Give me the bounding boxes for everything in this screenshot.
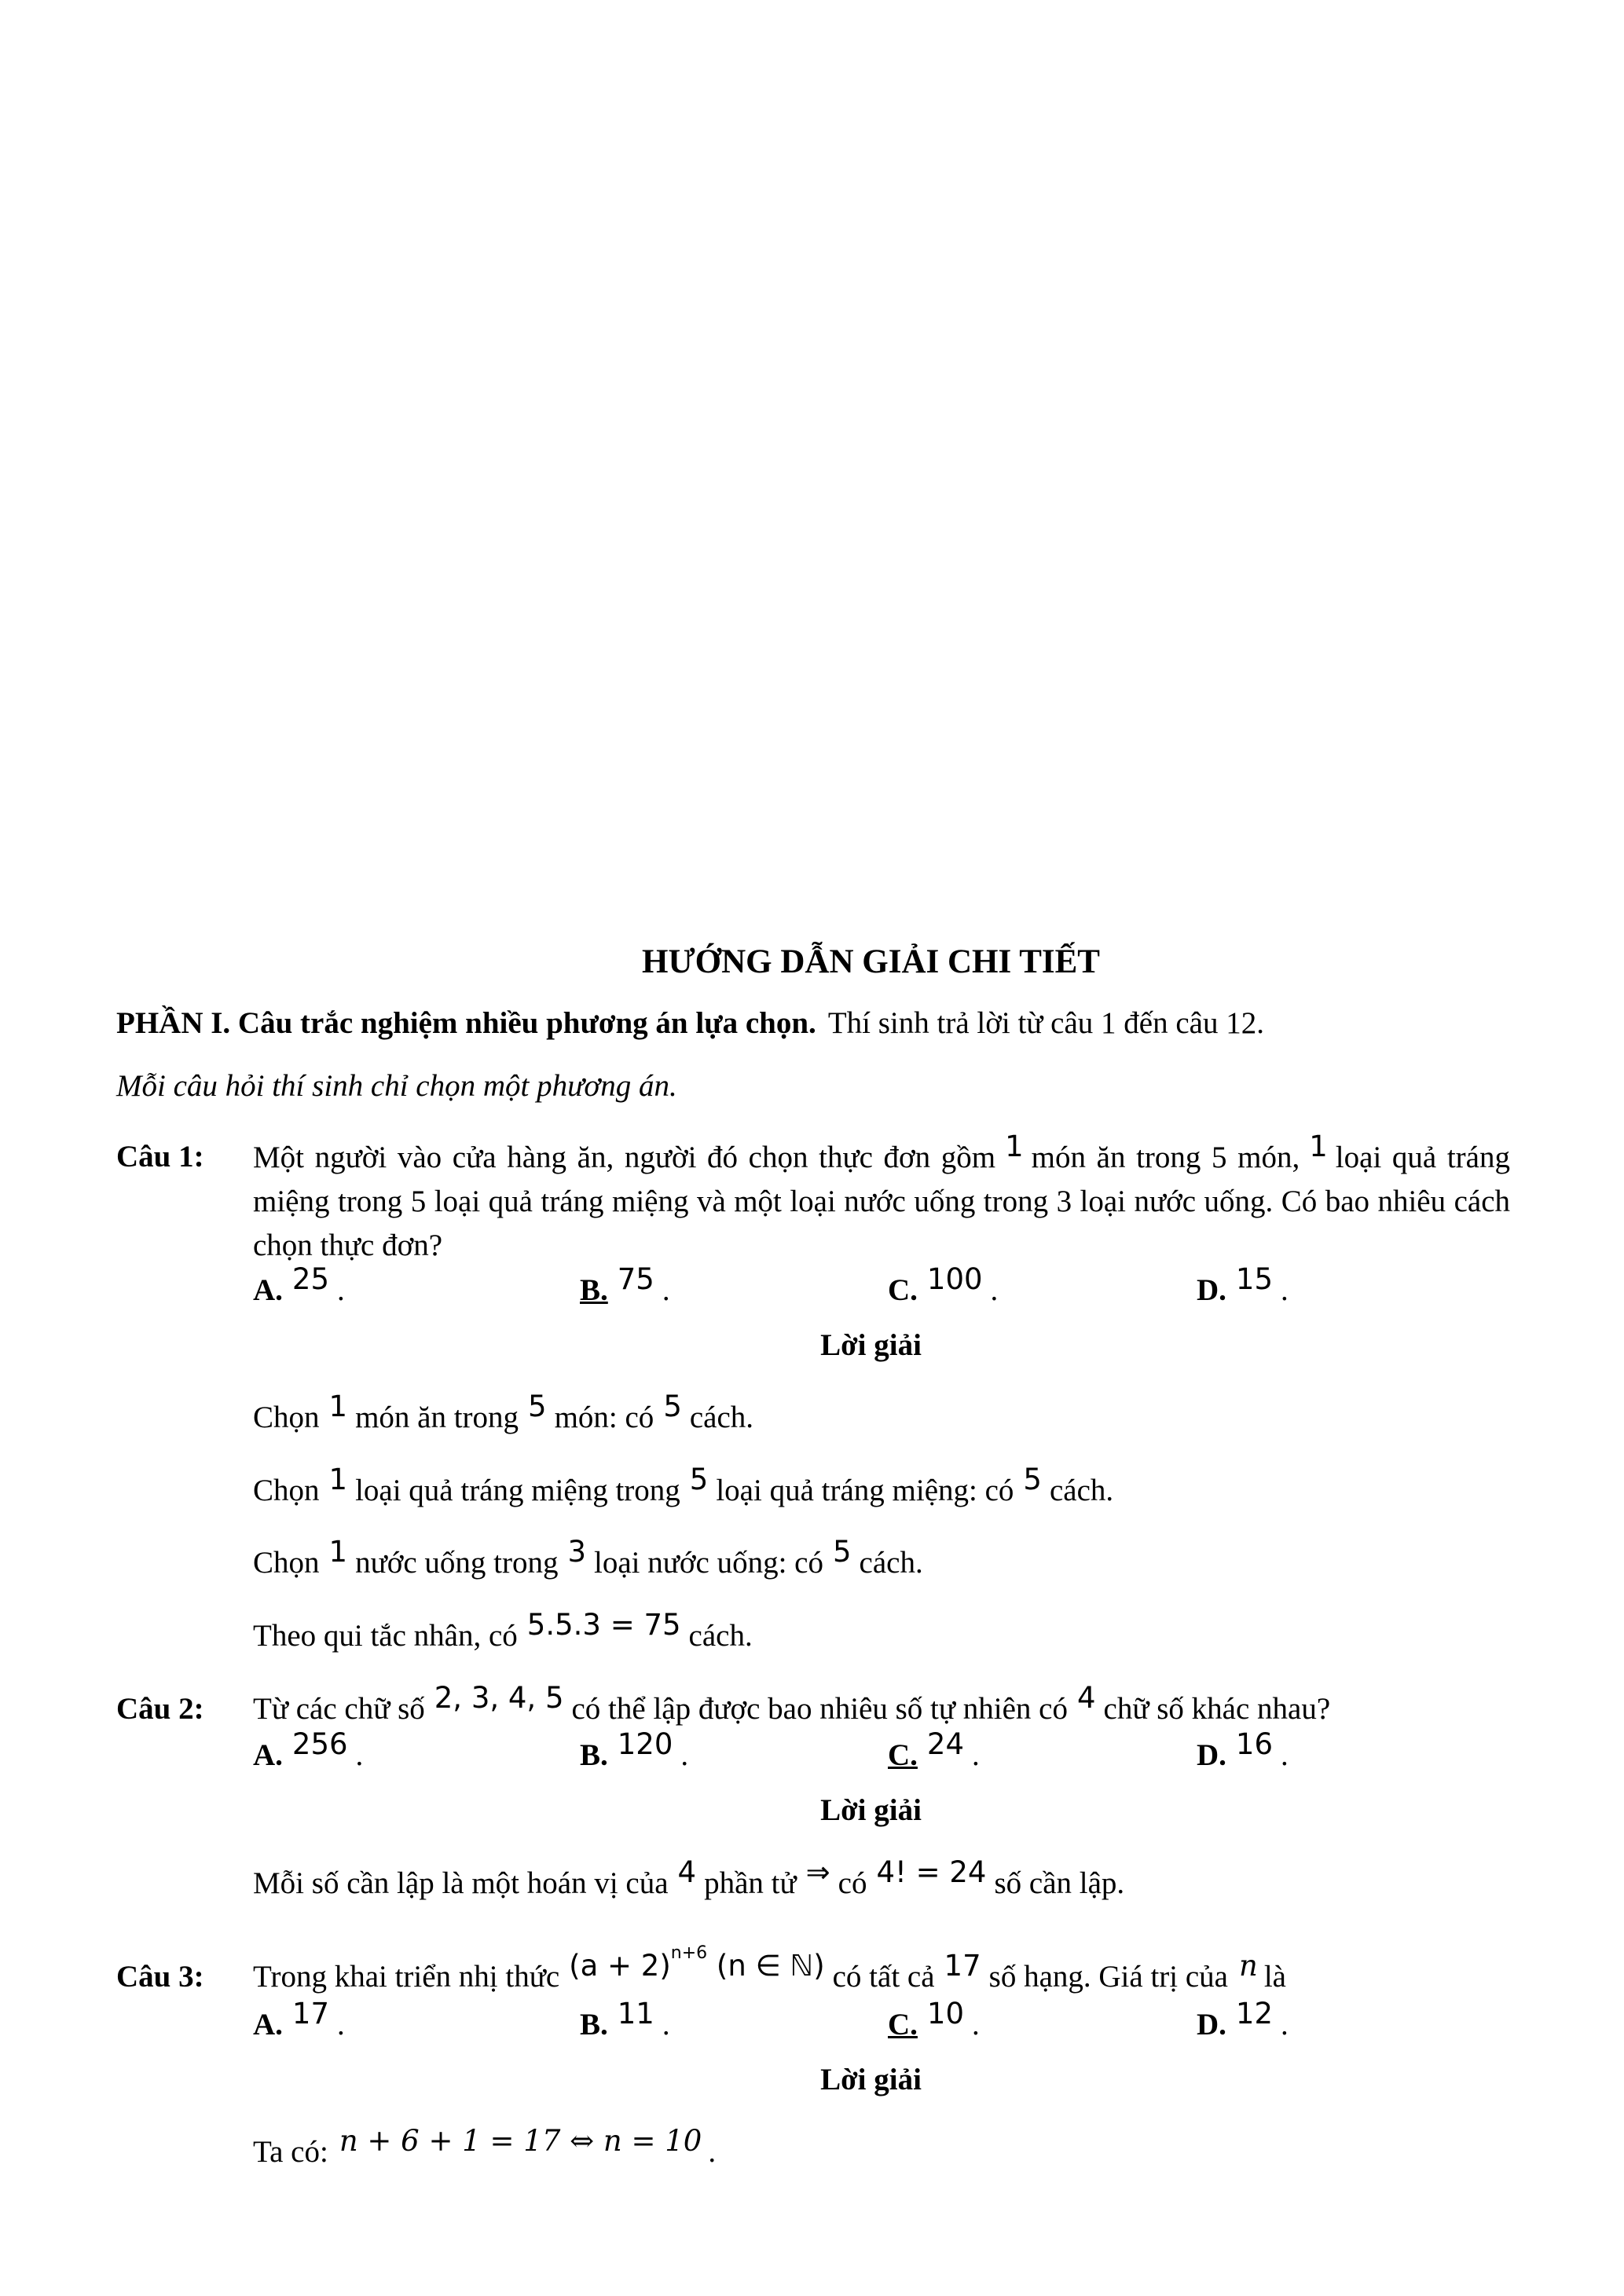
- option-letter: A.: [253, 2008, 283, 2041]
- q2-option-c[interactable]: C. 24 .: [888, 1727, 980, 1772]
- option-value: 17: [291, 1997, 330, 2031]
- question-2-text: Từ các chữ số 2, 3, 4, 5 có thể lập được bao nhiêu số tự nhiên có 4 chữ số khác nhau?: [253, 1681, 1331, 1726]
- question-1-text: [253, 1130, 1510, 1268]
- option-letter: D.: [1197, 1273, 1226, 1307]
- q1-solution-line-4: Theo qui tắc nhân, có 5.5.3 = 75 cách.: [253, 1608, 753, 1653]
- part-heading: [116, 1005, 1269, 1041]
- binomial-expression: $(a + 2)^{n+6}$ (n ∈ ℕ): [569, 1943, 825, 1983]
- option-value: 15: [1235, 1262, 1274, 1296]
- option-value: 11: [617, 1997, 654, 2031]
- q1-solution-line-1: Chọn 1 món ăn trong 5 món: có 5 cách.: [253, 1390, 754, 1434]
- q1-text-part: loại quả tráng miệng trong 5 loại quả tráng miệng và một loại nước uống trong 3 loại nước uống. Có bao nhiêu cách chọn thực đơn?: [253, 1141, 1510, 1262]
- option-letter: B.: [580, 2008, 608, 2041]
- q1-solution-label: Lời giải: [820, 1328, 922, 1362]
- option-letter: A.: [253, 1273, 283, 1307]
- q3-solution-line-1: Ta có: n + 6 + 1 = 17 ⇔ n = 10 .: [253, 2124, 717, 2169]
- q2-solution-label: Lời giải: [820, 1793, 922, 1827]
- question-2-label: Câu 2:: [116, 1692, 204, 1726]
- option-letter: C.: [888, 2008, 918, 2041]
- q1-option-c[interactable]: C. 100 .: [888, 1262, 999, 1307]
- q2-option-b[interactable]: B. 120 .: [580, 1727, 689, 1772]
- question-3-label: Câu 3:: [116, 1960, 204, 1994]
- option-value: 12: [1235, 1997, 1274, 2031]
- q2-option-d[interactable]: D. 16 .: [1197, 1727, 1289, 1772]
- q3-option-c[interactable]: C. 10 .: [888, 1997, 980, 2041]
- q1-option-a[interactable]: A. 25 .: [253, 1262, 345, 1307]
- q1-text-part: Một người vào cửa hàng ăn, người đó chọn thực đơn gồm: [253, 1141, 996, 1174]
- option-value: 120: [617, 1727, 673, 1761]
- option-letter: C.: [888, 1273, 918, 1307]
- option-value: 24: [926, 1727, 965, 1761]
- option-value: 100: [926, 1262, 983, 1296]
- option-letter: C.: [888, 1738, 918, 1772]
- q3-option-b[interactable]: B. 11 .: [580, 1997, 670, 2041]
- option-letter: D.: [1197, 1738, 1226, 1772]
- part-heading-rest: Thí sinh trả lời từ câu 1 đến câu 12.: [820, 1006, 1264, 1040]
- option-letter: B.: [580, 1738, 608, 1772]
- q3-option-a[interactable]: A. 17 .: [253, 1997, 345, 2041]
- q1-math: 1: [1309, 1130, 1328, 1163]
- option-value: 256: [291, 1727, 348, 1761]
- option-value: 16: [1235, 1727, 1274, 1761]
- option-letter: A.: [253, 1738, 283, 1772]
- q3-solution-label: Lời giải: [820, 2063, 922, 2096]
- option-letter: D.: [1197, 2008, 1226, 2041]
- option-value: 75: [617, 1262, 654, 1296]
- q3-option-d[interactable]: D. 12 .: [1197, 1997, 1289, 2041]
- part-heading-bold: PHẦN I. Câu trắc nghiệm nhiều phương án lựa chọn.: [116, 1006, 816, 1040]
- q2-solution-line-1: Mỗi số cần lập là một hoán vị của 4 phần tử ⇒ có 4! = 24 số cần lập.: [253, 1855, 1125, 1900]
- option-value: 25: [291, 1262, 330, 1296]
- q1-solution-line-3: Chọn 1 nước uống trong 3 loại nước uống: có 5 cách.: [253, 1535, 923, 1580]
- question-3-text: Trong khai triển nhị thức $(a + 2)^{n+6}$ (n ∈ ℕ) có tất cả 17 số hạng. Giá trị của n là: [253, 1943, 1286, 1994]
- q1-text-part: món ăn trong 5 món,: [1031, 1141, 1300, 1174]
- page-title: HƯỚNG DẪN GIẢI CHI TIẾT: [642, 943, 1100, 980]
- q1-option-b[interactable]: B. 75 .: [580, 1262, 670, 1307]
- part-note: Mỗi câu hỏi thí sinh chỉ chọn một phương án.: [116, 1069, 677, 1103]
- option-letter: B.: [580, 1273, 608, 1307]
- q1-math: 1: [1005, 1130, 1024, 1163]
- question-1-label: Câu 1:: [116, 1140, 204, 1174]
- option-value: 10: [926, 1997, 965, 2031]
- q1-option-d[interactable]: D. 15 .: [1197, 1262, 1289, 1307]
- q2-option-a[interactable]: A. 256 .: [253, 1727, 364, 1772]
- q1-solution-line-2: Chọn 1 loại quả tráng miệng trong 5 loại quả tráng miệng: có 5 cách.: [253, 1463, 1114, 1507]
